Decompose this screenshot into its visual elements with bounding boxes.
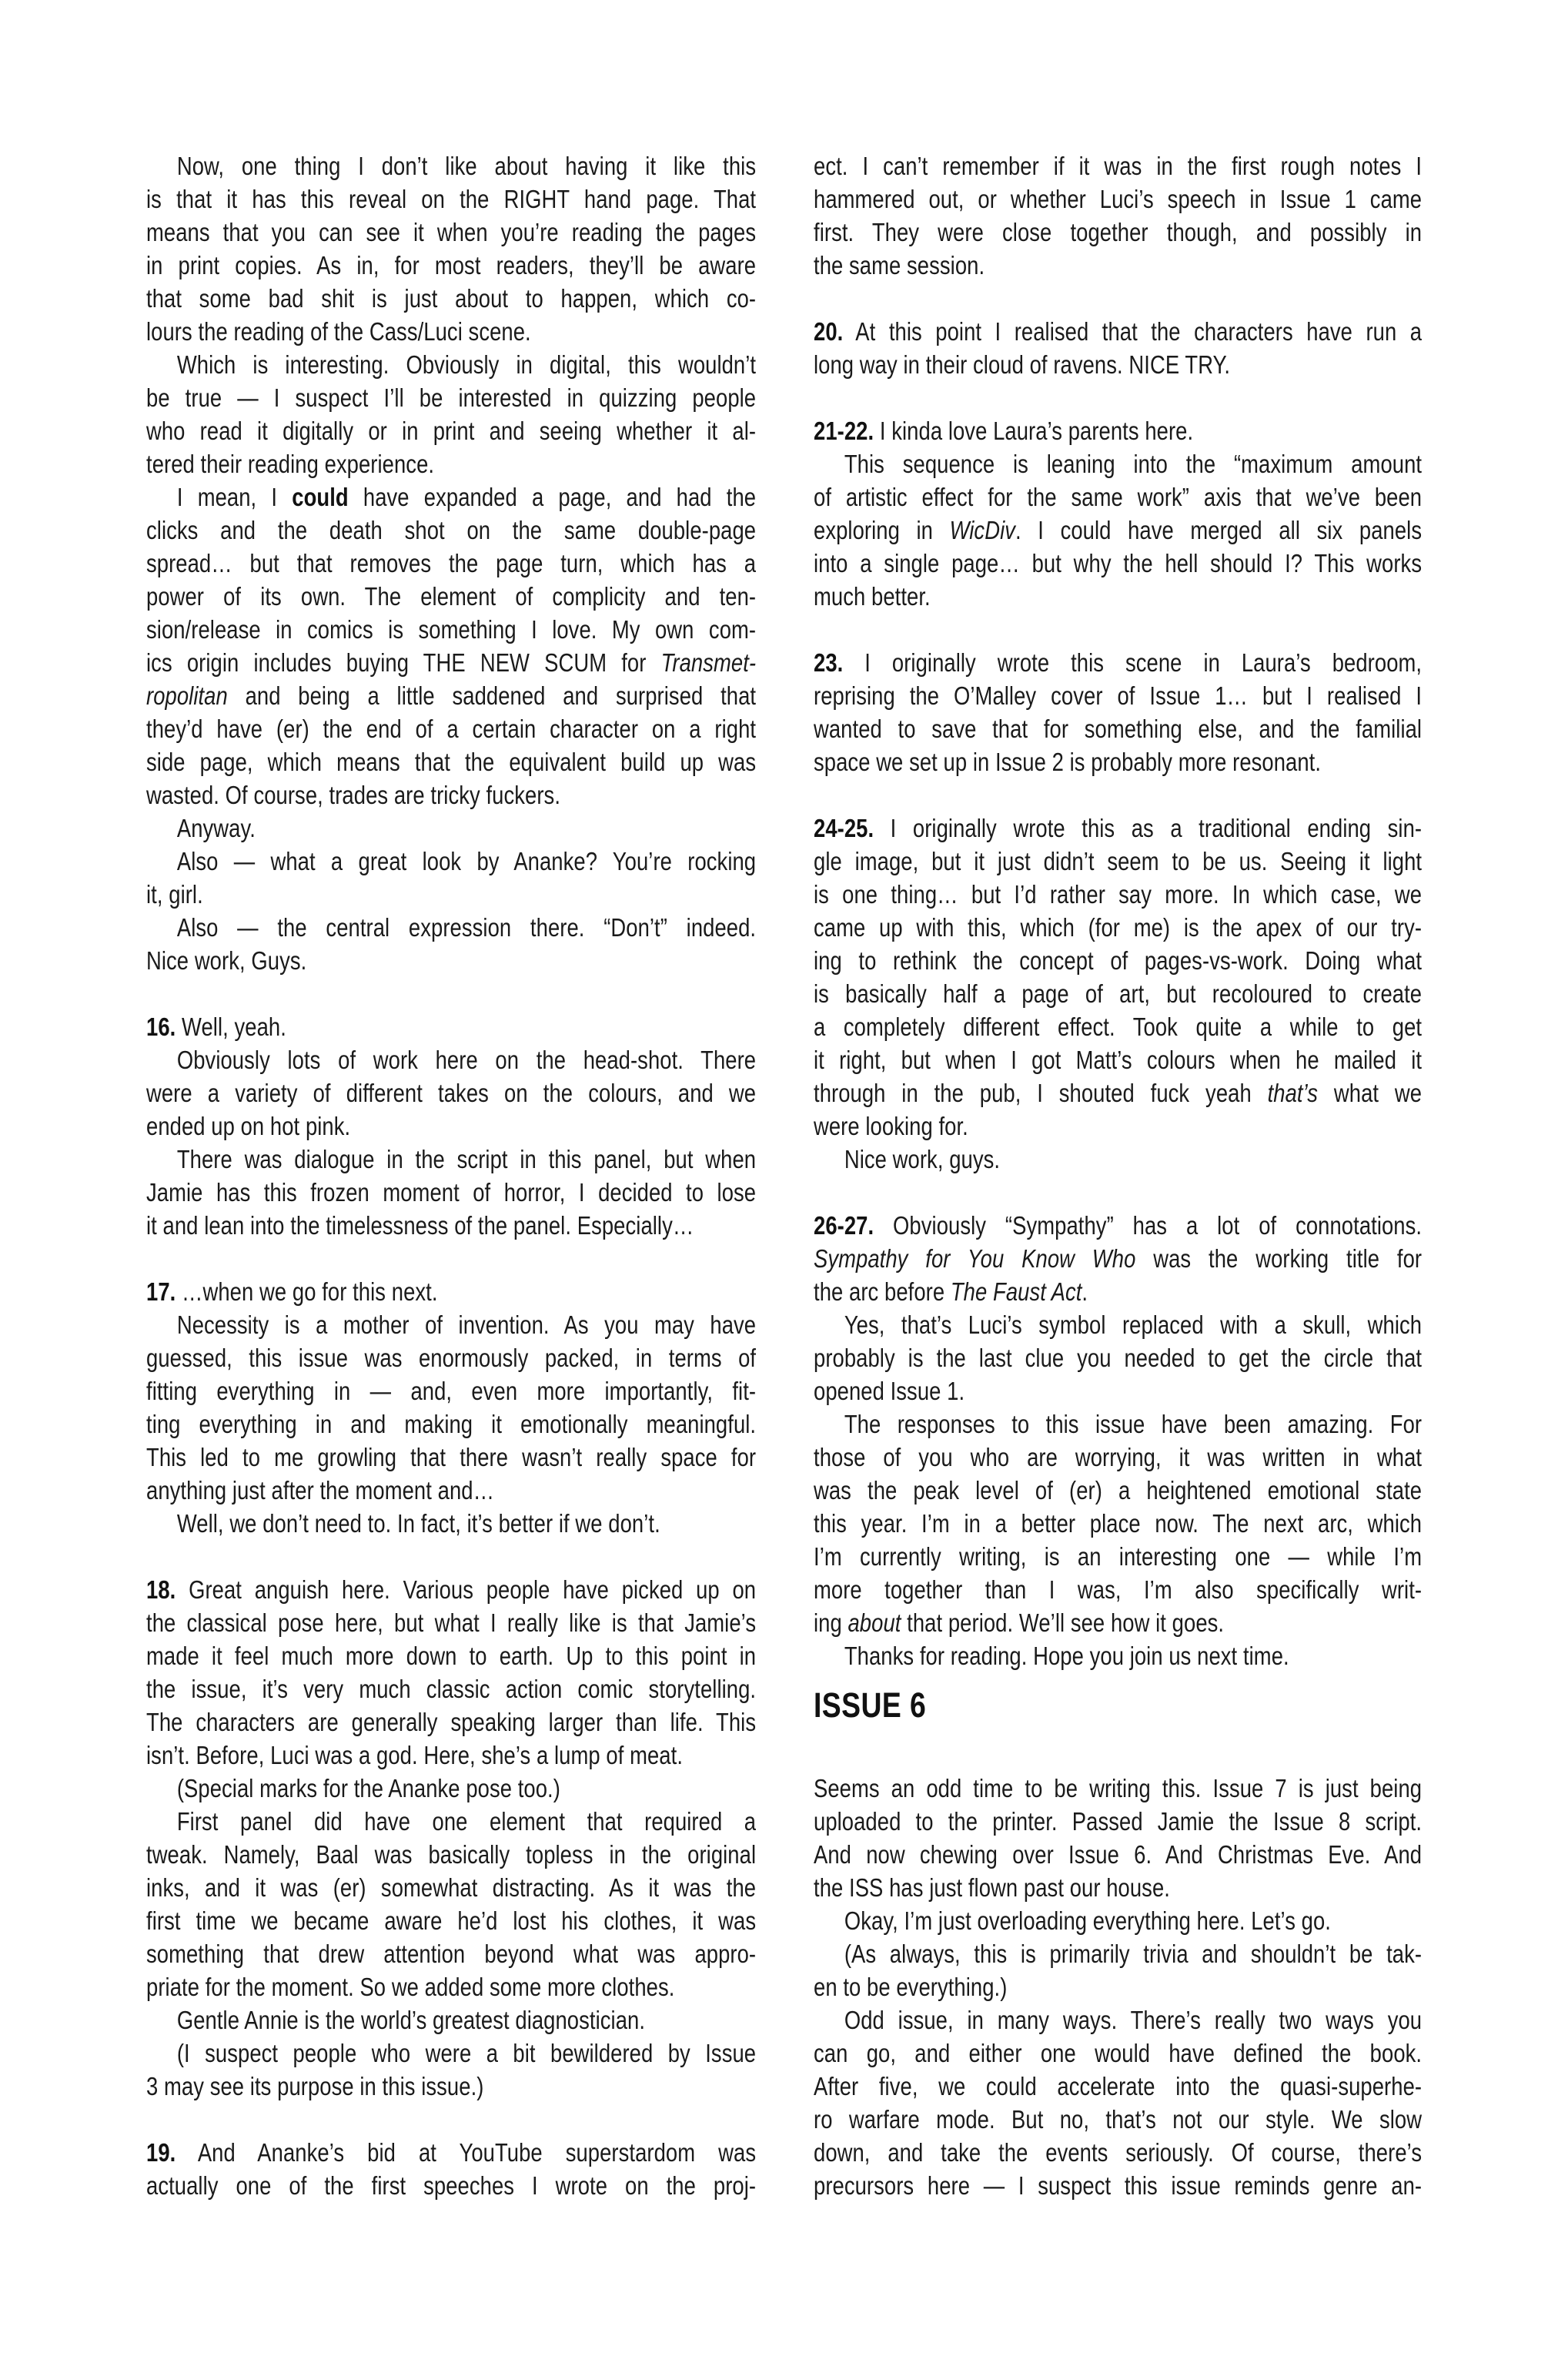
- text-line: [146, 911, 756, 944]
- text-line: [146, 845, 756, 878]
- text-run: I kinda love Laura’s parents here.: [874, 417, 1194, 445]
- text-run: that period. We’ll see how it goes.: [901, 1608, 1225, 1637]
- text-run: side page, which means that the equivalent build up was: [146, 748, 757, 776]
- text-line: [814, 1639, 1422, 1672]
- text-run: Now, one thing I don’t like about having it like this: [176, 152, 757, 180]
- text-run: the same session.: [814, 251, 985, 279]
- text-run: came up with this, which (for me) is the apex of our try-: [814, 913, 1423, 942]
- paragraph: [146, 1308, 756, 1507]
- text-run: into a single page… but why the hell should I? This works: [814, 549, 1423, 577]
- text-line: [814, 348, 1422, 381]
- note-number: 24-25.: [814, 814, 874, 842]
- text-run: …when we go for this next.: [176, 1277, 438, 1306]
- left-column-text: [146, 149, 756, 2202]
- text-run: I originally wrote this scene in Laura’s bedroom,: [843, 648, 1423, 677]
- text-line: [814, 2070, 1422, 2103]
- text-run: more together than I was, I’m also specifically writ-: [814, 1575, 1423, 1604]
- italic-text: Transmet-: [660, 648, 757, 677]
- text-run: and being a little saddened and surprised that: [227, 681, 757, 710]
- text-line: [146, 1672, 756, 1705]
- text-run: actually one of the first speeches I wrote on the proj-: [146, 2171, 757, 2200]
- text-line: [814, 646, 1422, 679]
- paragraph: [814, 812, 1422, 1143]
- text-run: This sequence is leaning into the “maximum amount: [844, 450, 1423, 478]
- text-run: sion/release in comics is something I love. My own com-: [146, 615, 757, 644]
- text-line: [146, 1110, 756, 1143]
- text-run: Jamie has this frozen moment of horror, I decided to lose: [146, 1178, 757, 1207]
- paragraph: [814, 1407, 1422, 1639]
- text-line: [814, 1407, 1422, 1441]
- text-line: [146, 1639, 756, 1672]
- text-line: [814, 480, 1422, 514]
- text-run: a completely different effect. Took quite a while to get: [814, 1012, 1423, 1041]
- text-line: [814, 514, 1422, 547]
- text-line: [146, 1970, 756, 2003]
- text-run: isn’t. Before, Luci was a god. Here, she’s a lump of meat.: [146, 1741, 684, 1769]
- text-run: is basically half a page of art, but recoloured to create: [814, 979, 1423, 1008]
- text-run: Thanks for reading. Hope you join us next time.: [844, 1642, 1289, 1670]
- text-line: [814, 911, 1422, 944]
- text-line: [146, 381, 756, 414]
- text-run: who read it digitally or in print and seeing whether it al-: [146, 417, 757, 445]
- text-run: opened Issue 1.: [814, 1377, 965, 1405]
- text-run: Okay, I’m just overloading everything here. Let’s go.: [844, 1906, 1332, 1935]
- text-run: I originally wrote this as a traditional ending sin-: [874, 814, 1423, 842]
- text-line: [814, 1606, 1422, 1639]
- text-run: Seems an odd time to be writing this. Issue 7 is just being: [814, 1774, 1423, 1802]
- text-run: precursors here — I suspect this issue reminds genre an-: [814, 2171, 1423, 2200]
- text-line: [814, 1573, 1422, 1606]
- paragraph: [146, 1507, 756, 1540]
- text-line: [146, 2003, 756, 2037]
- text-run: Odd issue, in many ways. There’s really two ways you: [844, 2006, 1423, 2034]
- text-run: 3 may see its purpose in this issue.): [146, 2072, 484, 2100]
- note-number: could: [292, 483, 349, 511]
- text-run: Gentle Annie is the world’s greatest diagnostician.: [176, 2006, 646, 2034]
- text-line: [146, 1606, 756, 1639]
- text-line: [146, 679, 756, 712]
- text-line: [814, 1871, 1422, 1904]
- text-line: [814, 1143, 1422, 1176]
- text-run: Obviously “Sympathy” has a lot of connotations.: [874, 1211, 1423, 1240]
- text-run: have expanded a page, and had the: [348, 483, 757, 511]
- text-line: [814, 414, 1422, 447]
- text-run: And now chewing over Issue 6. And Christmas Eve. And: [814, 1840, 1423, 1869]
- paragraph: [146, 480, 756, 812]
- text-line: [146, 2037, 756, 2070]
- text-run: is one thing… but I’d rather say more. In which case, we: [814, 880, 1423, 909]
- text-line: [146, 1904, 756, 1937]
- text-run: priate for the moment. So we added some more clothes.: [146, 1973, 675, 2001]
- section-spacer: [814, 381, 1422, 414]
- text-run: spread… but that removes the page turn, which has a: [146, 549, 757, 577]
- section-spacer: [814, 613, 1422, 646]
- text-line: [814, 977, 1422, 1010]
- text-line: [146, 1937, 756, 1970]
- text-run: made it feel much more down to earth. Up to this point in: [146, 1642, 757, 1670]
- text-line: [814, 1341, 1422, 1374]
- text-run: of artistic effect for the same work” axis that we’ve been: [814, 483, 1423, 511]
- text-line: [146, 1739, 756, 1772]
- text-line: [146, 249, 756, 282]
- text-run: power of its own. The element of complicity and ten-: [146, 582, 757, 611]
- text-run: means that you can see it when you’re reading the pages: [146, 218, 757, 246]
- text-line: [146, 2136, 756, 2169]
- paragraph: [146, 1573, 756, 1772]
- text-run: gle image, but it just didn’t seem to be us. Seeing it light: [814, 847, 1423, 875]
- paragraph: [146, 1010, 756, 1043]
- text-run: were looking for.: [814, 1112, 968, 1140]
- paragraph: [814, 2003, 1422, 2202]
- section-spacer: [146, 977, 756, 1010]
- text-line: [814, 1441, 1422, 1474]
- text-line: [146, 547, 756, 580]
- italic-text: that’s: [1267, 1079, 1319, 1107]
- paragraph: [814, 646, 1422, 778]
- text-line: [814, 1838, 1422, 1871]
- text-run: . I could have merged all six panels: [1015, 516, 1423, 544]
- text-run: much better.: [814, 582, 931, 611]
- text-line: [146, 1043, 756, 1076]
- text-line: [146, 878, 756, 911]
- text-run: After five, we could accelerate into the quasi-superhe-: [814, 2072, 1423, 2100]
- text-line: [146, 778, 756, 812]
- text-line: [146, 149, 756, 182]
- section-spacer: [146, 2103, 756, 2136]
- paragraph: [814, 1308, 1422, 1407]
- text-run: ro warfare mode. But no, that’s not our style. We slow: [814, 2105, 1423, 2134]
- text-line: [814, 2103, 1422, 2136]
- italic-text: about: [848, 1608, 901, 1637]
- paragraph: [146, 1805, 756, 2003]
- text-run: There was dialogue in the script in this panel, but when: [176, 1145, 757, 1173]
- text-line: [146, 580, 756, 613]
- text-line: [146, 2169, 756, 2202]
- text-line: [146, 613, 756, 646]
- note-number: 19.: [146, 2138, 176, 2167]
- text-run: ended up on hot pink.: [146, 1112, 351, 1140]
- text-line: [814, 1507, 1422, 1540]
- text-run: Anyway.: [176, 814, 256, 842]
- text-line: [146, 812, 756, 845]
- paragraph: [814, 1143, 1422, 1176]
- text-line: [146, 1176, 756, 1209]
- section-spacer: [814, 1739, 1422, 1772]
- text-line: [814, 1110, 1422, 1143]
- text-line: [814, 1374, 1422, 1407]
- note-number: 20.: [814, 317, 844, 346]
- text-run: hammered out, or whether Luci’s speech in Issue 1 came: [814, 185, 1423, 213]
- paragraph: [146, 1275, 756, 1308]
- text-run: guessed, this issue was enormously packed, in terms of: [146, 1344, 757, 1372]
- text-line: [814, 580, 1422, 613]
- text-line: [146, 414, 756, 447]
- paragraph: [146, 812, 756, 845]
- text-run: something that drew attention beyond what was appro-: [146, 1940, 757, 1968]
- text-run: the ISS has just flown past our house.: [814, 1873, 1170, 1902]
- text-line: [814, 315, 1422, 348]
- text-line: [814, 1010, 1422, 1043]
- text-line: [814, 547, 1422, 580]
- text-run: And Ananke’s bid at YouTube superstardom was: [176, 2138, 757, 2167]
- text-line: [814, 845, 1422, 878]
- text-line: [146, 1474, 756, 1507]
- text-line: [814, 2136, 1422, 2169]
- text-run: that some bad shit is just about to happen, which co-: [146, 284, 757, 313]
- note-number: 21-22.: [814, 417, 874, 445]
- italic-text: WicDiv: [949, 516, 1016, 544]
- text-run: Necessity is a mother of invention. As you may have: [176, 1310, 757, 1339]
- text-line: [146, 1341, 756, 1374]
- text-run: clicks and the death shot on the same double-page: [146, 516, 757, 544]
- text-line: [146, 1308, 756, 1341]
- text-line: [146, 1275, 756, 1308]
- text-run: those of you who are worrying, it was written in what: [814, 1443, 1423, 1471]
- text-run: The responses to this issue have been amazing. For: [844, 1410, 1423, 1438]
- text-line: [814, 216, 1422, 249]
- paragraph: [814, 315, 1422, 381]
- text-run: en to be everything.): [814, 1973, 1008, 2001]
- text-run: were a variety of different takes on the colours, and we: [146, 1079, 757, 1107]
- text-run: what we: [1318, 1079, 1423, 1107]
- text-line: [146, 1441, 756, 1474]
- text-line: [814, 2169, 1422, 2202]
- text-run: this year. I’m in a better place now. The next arc, which: [814, 1509, 1423, 1538]
- text-line: [146, 1209, 756, 1242]
- italic-text: Sympathy for You Know Who: [814, 1244, 1136, 1273]
- text-line: [146, 480, 756, 514]
- text-line: [146, 1705, 756, 1739]
- paragraph: [814, 149, 1422, 282]
- paragraph: [814, 1209, 1422, 1308]
- paragraph: [814, 1904, 1422, 1937]
- text-line: [814, 1275, 1422, 1308]
- text-run: Obviously lots of work here on the head-shot. There: [176, 1046, 757, 1074]
- text-run: Yes, that’s Luci’s symbol replaced with a skull, which: [844, 1310, 1423, 1339]
- text-run: Well, yeah.: [176, 1012, 286, 1041]
- text-run: it right, but when I got Matt’s colours when he mailed it: [814, 1046, 1423, 1074]
- text-line: [146, 1010, 756, 1043]
- paragraph: [146, 2136, 756, 2202]
- text-line: [814, 1904, 1422, 1937]
- paragraph: [146, 1143, 756, 1242]
- text-line: [814, 1772, 1422, 1805]
- text-line: [814, 745, 1422, 778]
- text-run: (Special marks for the Ananke pose too.): [176, 1774, 560, 1802]
- section-spacer: [814, 778, 1422, 812]
- text-line: [146, 646, 756, 679]
- text-run: first. They were close together though, and possibly in: [814, 218, 1423, 246]
- text-line: [814, 878, 1422, 911]
- text-run: (As always, this is primarily trivia and shouldn’t be tak-: [844, 1940, 1423, 1968]
- text-line: [814, 1540, 1422, 1573]
- note-number: 18.: [146, 1575, 176, 1604]
- paragraph: [146, 845, 756, 911]
- text-line: [814, 2037, 1422, 2070]
- text-line: [814, 1242, 1422, 1275]
- paragraph: [814, 447, 1422, 613]
- text-run: was the peak level of (er) a heightened emotional state: [814, 1476, 1423, 1505]
- text-run: exploring in: [814, 516, 950, 544]
- text-run: be true — I suspect I’ll be interested in quizzing people: [146, 383, 757, 412]
- text-run: probably is the last clue you needed to get the circle that: [814, 1344, 1423, 1372]
- paragraph: [814, 414, 1422, 447]
- text-line: [814, 1308, 1422, 1341]
- note-number: 23.: [814, 648, 844, 677]
- text-run: Nice work, Guys.: [146, 946, 307, 975]
- text-line: [146, 216, 756, 249]
- text-line: [814, 1209, 1422, 1242]
- text-run: Which is interesting. Obviously in digital, this wouldn’t: [176, 350, 757, 379]
- text-run: the classical pose here, but what I really like is that Jamie’s: [146, 1608, 757, 1637]
- text-line: [814, 1043, 1422, 1076]
- text-run: through in the pub, I shouted fuck yeah: [814, 1079, 1268, 1107]
- text-line: [814, 712, 1422, 745]
- text-run: the issue, it’s very much classic action comic storytelling.: [146, 1675, 757, 1703]
- text-line: [814, 679, 1422, 712]
- left-column: [146, 149, 756, 2202]
- text-run: Well, we don’t need to. In fact, it’s better if we don’t.: [176, 1509, 660, 1538]
- paragraph: [146, 348, 756, 480]
- text-line: [814, 2003, 1422, 2037]
- text-line: [146, 944, 756, 977]
- text-line: [814, 249, 1422, 282]
- paragraph: [146, 911, 756, 977]
- italic-text: The Faust Act: [950, 1277, 1082, 1306]
- text-run: lours the reading of the Cass/Luci scene.: [146, 317, 531, 346]
- text-run: is that it has this reveal on the RIGHT hand page. That: [146, 185, 757, 213]
- text-run: fitting everything in — and, even more importantly, fit-: [146, 1377, 757, 1405]
- text-run: Also — what a great look by Ananke? You’re rocking: [176, 847, 757, 875]
- paragraph: [146, 149, 756, 348]
- text-line: [146, 282, 756, 315]
- text-run: ting everything in and making it emotionally meaningful.: [146, 1410, 757, 1438]
- text-run: down, and take the events seriously. Of course, there’s: [814, 2138, 1423, 2167]
- text-run: tweak. Namely, Baal was basically topless in the original: [146, 1840, 757, 1869]
- section-spacer: [146, 1540, 756, 1573]
- text-line: [146, 1573, 756, 1606]
- text-line: [146, 1805, 756, 1838]
- text-line: [146, 348, 756, 381]
- text-run: space we set up in Issue 2 is probably more resonant.: [814, 748, 1322, 776]
- text-run: tered their reading experience.: [146, 450, 435, 478]
- text-run: Also — the central expression there. “Don’t” indeed.: [176, 913, 757, 942]
- text-line: [146, 514, 756, 547]
- text-line: [146, 1871, 756, 1904]
- text-run: .: [1082, 1277, 1088, 1306]
- text-run: ing to rethink the concept of pages-vs-work. Doing what: [814, 946, 1423, 975]
- text-line: [146, 1076, 756, 1110]
- italic-text: ropolitan: [146, 681, 228, 710]
- text-run: ect. I can’t remember if it was in the first rough notes I: [814, 152, 1423, 180]
- paragraph: [146, 2003, 756, 2037]
- text-line: [146, 447, 756, 480]
- right-column-text: [814, 149, 1422, 2202]
- paragraph: [146, 1043, 756, 1143]
- paragraph: [146, 1772, 756, 1805]
- text-run: uploaded to the printer. Passed Jamie the Issue 8 script.: [814, 1807, 1423, 1836]
- text-run: wasted. Of course, trades are tricky fuckers.: [146, 781, 561, 809]
- text-line: [814, 1076, 1422, 1110]
- text-line: [146, 1143, 756, 1176]
- text-line: [814, 447, 1422, 480]
- section-heading: ISSUE 6: [814, 1685, 927, 1725]
- text-run: First panel did have one element that required a: [176, 1807, 757, 1836]
- section-spacer: [814, 1176, 1422, 1209]
- paragraph: [146, 2037, 756, 2103]
- text-run: ing: [814, 1608, 848, 1637]
- text-line: [146, 1772, 756, 1805]
- text-run: anything just after the moment and…: [146, 1476, 495, 1505]
- text-run: I mean, I: [176, 483, 293, 511]
- text-line: [814, 1970, 1422, 2003]
- text-run: (I suspect people who were a bit bewildered by Issue: [176, 2039, 757, 2067]
- text-run: I’m currently writing, is an interesting one — while I’m: [814, 1542, 1423, 1571]
- text-line: [146, 315, 756, 348]
- text-run: it and lean into the timelessness of the panel. Especially…: [146, 1211, 694, 1240]
- text-line: [146, 182, 756, 216]
- text-run: first time we became aware he’d lost his clothes, it was: [146, 1906, 757, 1935]
- note-number: 26-27.: [814, 1211, 874, 1240]
- paragraph: [814, 1772, 1422, 1904]
- text-run: long way in their cloud of ravens. NICE TRY.: [814, 350, 1231, 379]
- text-line: [146, 1507, 756, 1540]
- text-run: inks, and it was (er) somewhat distracting. As it was the: [146, 1873, 757, 1902]
- paragraph: [814, 1937, 1422, 2003]
- text-run: it, girl.: [146, 880, 203, 909]
- text-run: Great anguish here. Various people have picked up on: [176, 1575, 757, 1604]
- text-run: ics origin includes buying THE NEW SCUM for: [146, 648, 661, 677]
- text-line: [814, 1937, 1422, 1970]
- text-run: the arc before: [814, 1277, 951, 1306]
- section-spacer: [146, 1242, 756, 1275]
- text-run: This led to me growling that there wasn’t really space for: [146, 1443, 757, 1471]
- text-line: [146, 1374, 756, 1407]
- text-run: was the working title for: [1135, 1244, 1423, 1273]
- text-line: [146, 745, 756, 778]
- note-number: 16.: [146, 1012, 176, 1041]
- text-line: [814, 944, 1422, 977]
- text-line: [146, 1407, 756, 1441]
- text-line: [814, 1805, 1422, 1838]
- text-run: The characters are generally speaking larger than life. This: [146, 1708, 757, 1736]
- text-run: they’d have (er) the end of a certain character on a right: [146, 715, 757, 743]
- text-line: [814, 149, 1422, 182]
- note-number: 17.: [146, 1277, 176, 1306]
- right-column: [814, 149, 1422, 2202]
- text-run: can go, and either one would have defined the book.: [814, 2039, 1423, 2067]
- text-run: Nice work, guys.: [844, 1145, 1001, 1173]
- text-run: reprising the O’Malley cover of Issue 1… but I realised I: [814, 681, 1423, 710]
- text-line: [146, 1838, 756, 1871]
- text-line: [814, 182, 1422, 216]
- text-run: in print copies. As in, for most readers, they’ll be aware: [146, 251, 757, 279]
- text-run: At this point I realised that the characters have run a: [843, 317, 1423, 346]
- text-run: wanted to save that for something else, and the familial: [814, 715, 1423, 743]
- text-line: [814, 1474, 1422, 1507]
- paragraph: [814, 1639, 1422, 1672]
- section-spacer: [814, 282, 1422, 315]
- text-line: [146, 712, 756, 745]
- text-line: [146, 2070, 756, 2103]
- text-line: [814, 812, 1422, 845]
